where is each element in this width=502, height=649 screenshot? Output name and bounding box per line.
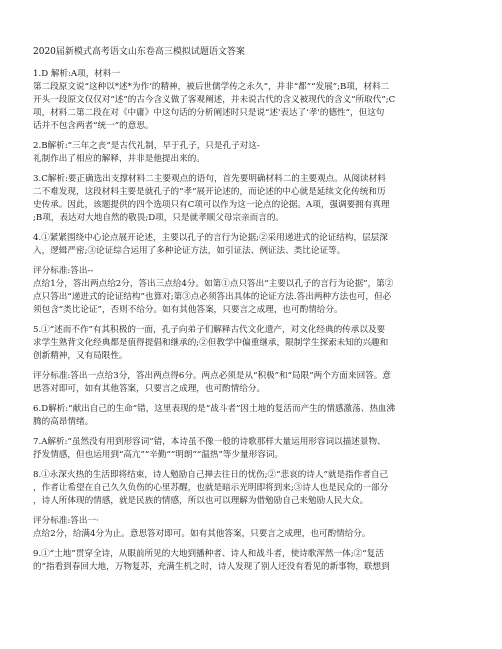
paragraph-line: 7.A解析:“虽然没有用到形容词”错，本诗虽不像一般的诗歌那样大量运用形容词以描述景物、: [33, 437, 386, 447]
answer-paragraph: [33, 324, 472, 363]
answer-paragraphs: [33, 68, 472, 574]
paragraph-line: 二不难发现，这段材料主要是就孔子的“孝”展开论述的，而论述的中心就是延续文化传统和历: [33, 187, 386, 197]
paragraph-line: 的”指看到春回大地，万物复苏，充满生机之时，诗人发现了别人还没有看见的新事物，联想到: [33, 562, 390, 572]
answer-paragraph: [33, 515, 472, 541]
answer-paragraph: [33, 68, 472, 133]
paragraph-line: 6.D解析:“献出自己的生命”错，这里表现的是“战斗者”因土地的复活而产生的情感激荡、热血沸: [33, 404, 396, 414]
paragraph-line: 礼制作出了相应的解释，并非是他提出来的。: [33, 154, 205, 164]
paragraph-line: 8.①永深火热的生活即将结束，诗人勉励自己掸去往日的忧伤;②“悲哀的诗人”就是指作者自己: [33, 470, 389, 480]
paragraph-line: 抒发情感，但也运用到“高亢”“辛勤”“明朗”“温热”等少量形容词。: [33, 450, 283, 460]
paragraph-line: 点给2分，给满4分为止。意思答对即可。如有其他答案，只要言之成理，也可酌情给分。: [33, 529, 371, 539]
paragraph-line: ，诗人所体现的情感，就是民族的情感，所以也可以理解为借勉励自己来勉励人民大众。: [33, 496, 369, 506]
paragraph-line: 评分标准:答出一·: [33, 516, 99, 526]
paragraph-line: 开头一段原文仅仅对“述”的古今含义做了客观阐述，并未说古代的含义被现代的含义“所取代”;C: [33, 95, 396, 105]
paragraph-line: 项，材料二第二段在对《中庸》中这句话的分析阐述时只是说“述'表达了‘孝'的德性”，但这句: [33, 108, 385, 118]
paragraph-line: 创新精神，又有局限性。: [33, 351, 128, 361]
paragraph-line: 话并不包含两者“统一”的意思。: [33, 121, 154, 131]
paragraph-line: 点给1分，答出两点给2分，答出三点给4分。如第①点只答出“主要以孔子的言行为论据”，第②: [33, 279, 394, 289]
paragraph-line: 2.B解析:“三年之丧”是古代礼制，早于孔子，只是孔子对这-: [33, 141, 260, 151]
document-title: 2020届新模式高考语文山东卷高三模拟试题语文答案: [33, 47, 245, 57]
paragraph-line: 1.D 解析:A项，材料一: [33, 69, 121, 79]
paragraph-line: 评分标准:答出一点给3分，答出两点得6分。两点必须是从“积极”和“局限”两个方面来回答。意: [33, 371, 391, 381]
paragraph-line: 5.①“述而不作”有其积极的一面，孔子向弟子们解释古代文化遗产，对文化经典的传承以及要: [33, 325, 386, 335]
answer-paragraph: [33, 403, 472, 429]
answer-paragraph: [33, 436, 472, 462]
paragraph-line: ，作者让希望在自己久久负伤的心里苏醒，也就是暗示光明即将到来;③诗人也是民众的一部分: [33, 483, 389, 493]
paragraph-line: 点只答出“递进式的论证结构”也算对;第③点必须答出具体的论证方法.答出两种方法也可，但必: [33, 292, 392, 302]
paragraph-line: 腾的高昂情绪。: [33, 417, 94, 427]
paragraph-line: 评分标准:答出--: [33, 266, 94, 276]
answer-paragraph: [33, 370, 472, 396]
paragraph-line: 史传承。因此，该题提供的四个选项只有C项可以作为这一论点的论据。A项，强调要拥有真理: [33, 200, 390, 210]
answer-paragraph: [33, 232, 472, 258]
paragraph-line: 入，逻辑严密;③论证综合运用了多种论证方法，如引证法、例证法、类比论证等。: [33, 246, 346, 256]
answer-paragraph: [33, 548, 472, 574]
paragraph-line: 思答对即可，如有其他答案，只要言之成理，也可酌情给分。: [33, 384, 266, 394]
answer-paragraph: [33, 469, 472, 508]
paragraph-line: ;B项，表达对大地自然的敬畏;D项，只是就孝顺父母宗亲而言的。: [33, 213, 285, 223]
paragraph-line: 9.①“土地”贯穿全诗，从眼前所见的大地到播种者、诗人和战斗者，使诗歌浑然一体;②“复活: [33, 549, 384, 559]
paragraph-line: 第二段原文说“这种以*述*为作‘的精神，被后世儒学传之永久”，并非“都”“发展”;B项，材料二: [33, 82, 390, 92]
paragraph-line: 须包含“类比论证”，否则不给分。如有其他答案，只要言之成理，也可酌情给分。: [33, 305, 343, 315]
paragraph-line: 求学生熟背文化经典都是值得提倡和继承的;②但教学中偏重继承，限制学生探索未知的兴趣和: [33, 338, 389, 348]
answer-paragraph: [33, 265, 472, 317]
answer-paragraph: [33, 173, 472, 225]
answer-paragraph: [33, 140, 472, 166]
paragraph-line: 4.①紧紧围绕中心论点展开论述，主要以孔子的言行为论据;②采用递进式的论证结构，层层深: [33, 233, 388, 243]
paragraph-line: 3.C解析:要正确选出支撑材料二主要观点的语句，首先要明确材料二的主要观点。从阅读材料: [33, 174, 386, 184]
